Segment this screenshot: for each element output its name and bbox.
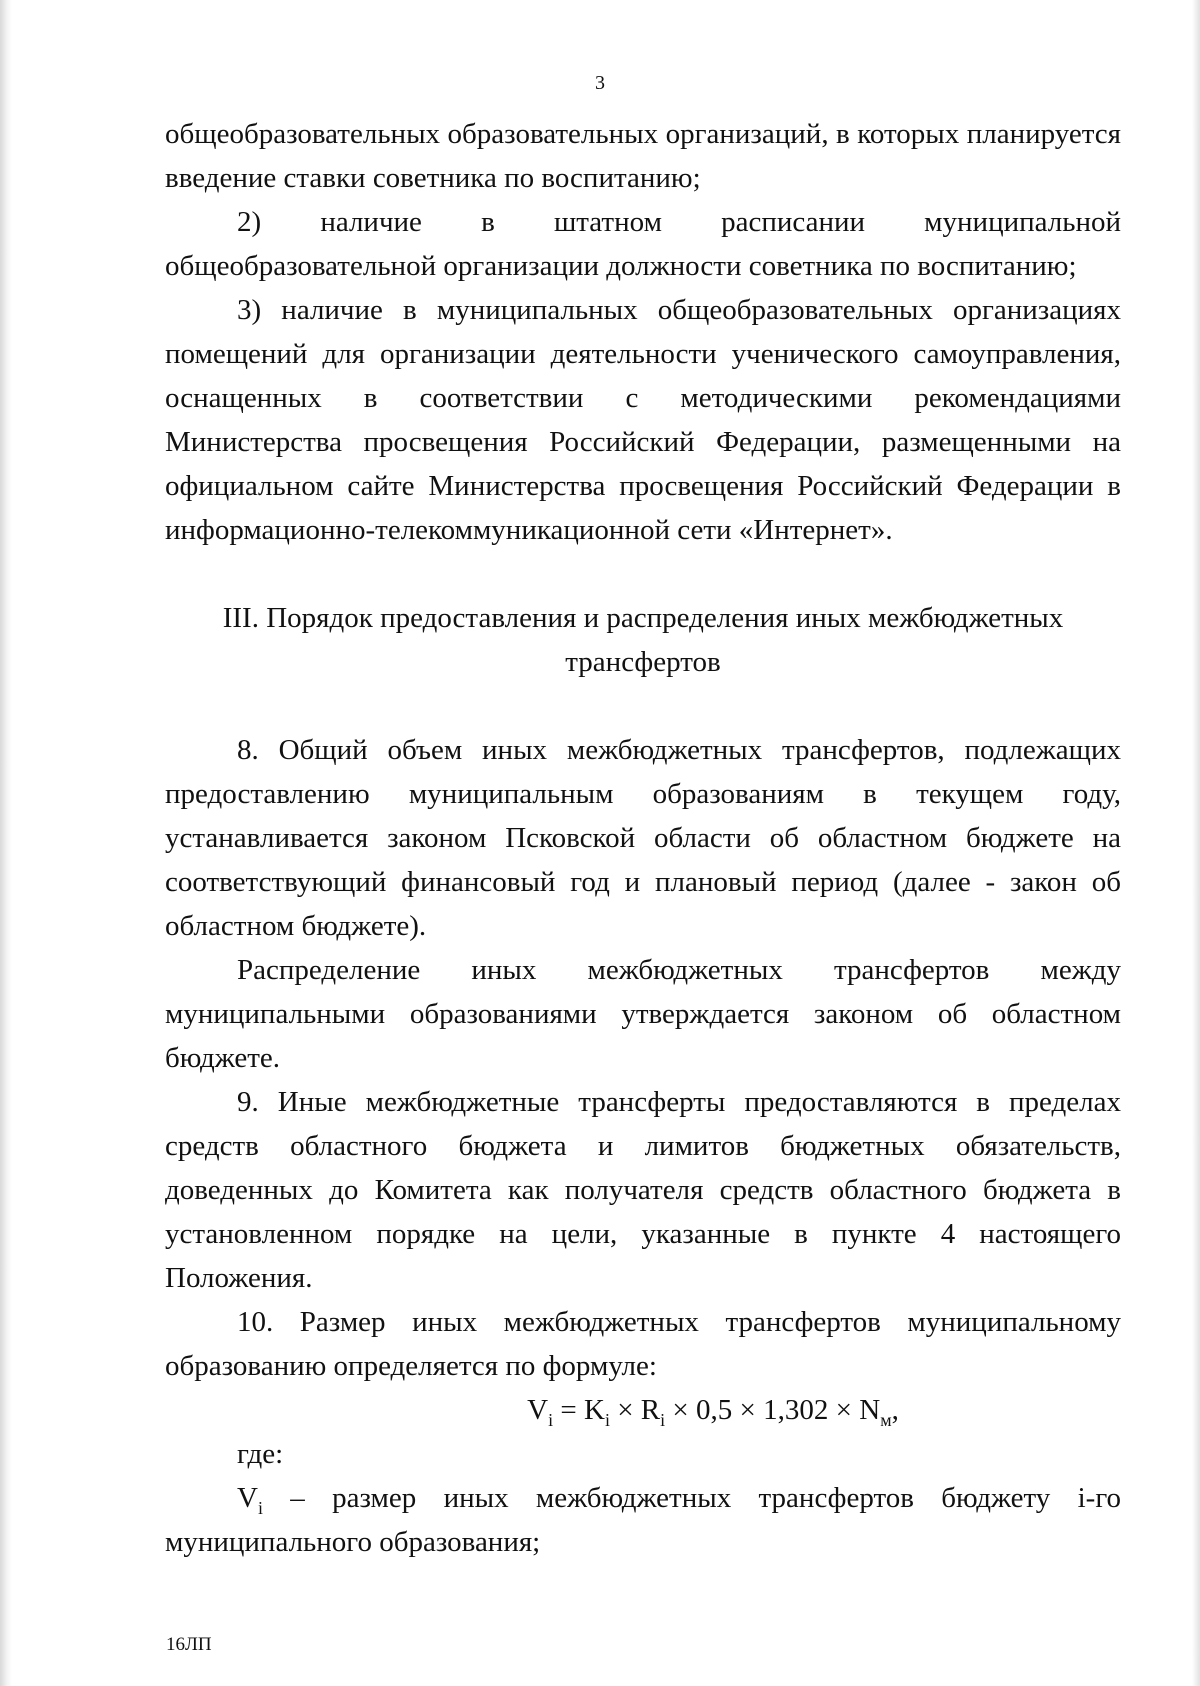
formula bbox=[165, 1388, 1121, 1432]
where-label: где: bbox=[237, 1438, 284, 1470]
paragraph-10: 10. Размер иных межбюджетных трансфертов муниципальному образованию определяется по формуле: bbox=[165, 1306, 1121, 1382]
variable-definition-vi bbox=[165, 1476, 1121, 1564]
formula-rest: × 0,5 × 1,302 × N bbox=[665, 1394, 881, 1426]
paragraph-8-distribution: Распределение иных межбюджетных трансфертов между муниципальными образованиями утверждается законом об областном бюджете. bbox=[165, 954, 1121, 1074]
footer-code: 16ЛП bbox=[166, 1634, 212, 1655]
paragraph-9: 9. Иные межбюджетные трансферты предоставляются в пределах средств областного бюджета и лимитов бюджетных обязательств, доведенных до Комитета как получателя средств областного бюджета в установленном порядке на цели, указанные в пункте 4 настоящего Положения. bbox=[165, 1086, 1121, 1294]
paragraph-continuation: общеобразовательных образовательных организаций, в которых планируется введение ставки советника по воспитанию; bbox=[165, 118, 1121, 194]
scan-edge-left bbox=[0, 0, 12, 1686]
vi-definition-text: – размер иных межбюджетных трансфертов бюджету i-го муниципального образования; bbox=[165, 1482, 1121, 1558]
vi-symbol: V bbox=[237, 1482, 258, 1514]
formula-sub-m: м bbox=[880, 1409, 892, 1430]
page-number: 3 bbox=[595, 72, 605, 94]
formula-k: = K bbox=[553, 1394, 605, 1426]
scan-edge-right bbox=[1192, 0, 1200, 1686]
formula-sub-i: i bbox=[660, 1409, 666, 1430]
formula-end: , bbox=[891, 1394, 899, 1426]
formula-sub-i: i bbox=[604, 1409, 610, 1430]
paragraph-item-2: 2) наличие в штатном расписании муниципальной общеобразовательной организации должности советника по воспитанию; bbox=[165, 206, 1121, 282]
section-heading: III. Порядок предоставления и распределения иных межбюджетных трансфертов bbox=[222, 602, 1064, 678]
formula-sub-i: i bbox=[548, 1409, 554, 1430]
paragraph-item-3: 3) наличие в муниципальных общеобразовательных организациях помещений для организации деятельности ученического самоуправления, оснащенных в соответствии с методическими рекомендациями Министерства просвещения Российский Федерации, размещенными на официальном сайте Министерства просвещения Российский Федерации в информационно-телекоммуникационной сети «Интернет». bbox=[165, 294, 1121, 546]
formula-r: × R bbox=[609, 1394, 661, 1426]
paragraph-8: 8. Общий объем иных межбюджетных трансфертов, подлежащих предоставлению муниципальным образованиям в текущем году, устанавливается законом Псковской области об областном бюджете на соответствующий финансовый год и плановый период (далее - закон об областном бюджете). bbox=[165, 734, 1121, 942]
formula-v: V bbox=[527, 1394, 549, 1426]
document-body bbox=[165, 112, 1121, 1564]
vi-sub-i: i bbox=[257, 1497, 263, 1518]
